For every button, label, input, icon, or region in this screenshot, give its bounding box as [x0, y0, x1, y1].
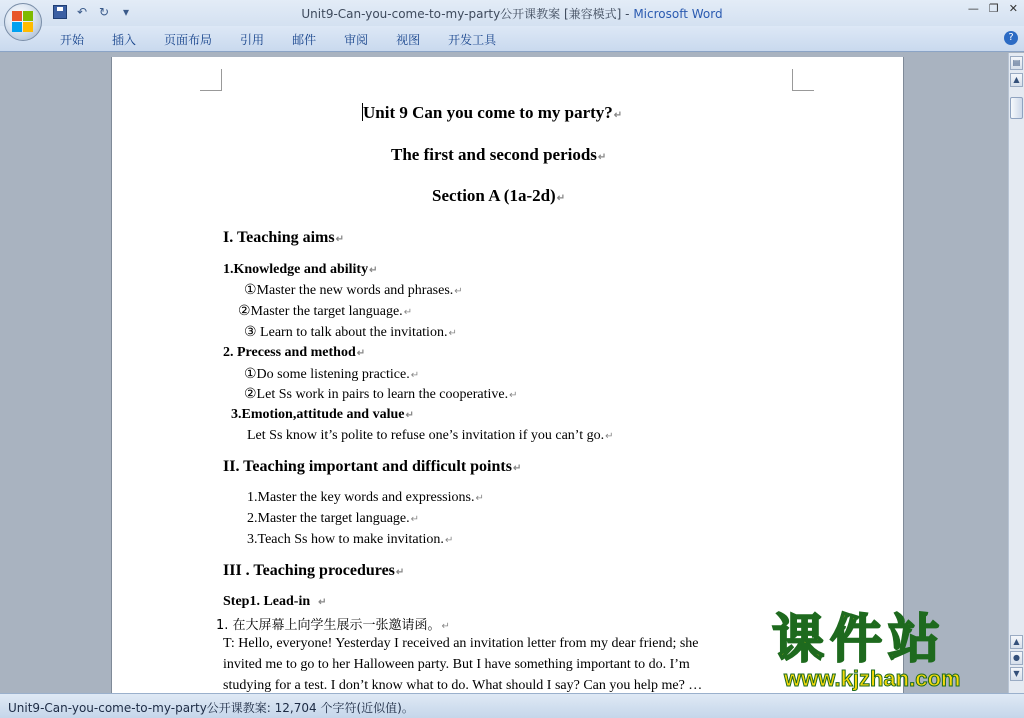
body-text: invited me to go to her Halloween party. But I have something important to do. I’m [223, 657, 690, 672]
ribbon-tabs [0, 26, 1024, 52]
ruler-toggle-icon[interactable]: ▤ [1010, 56, 1023, 70]
select-browse-object-icon[interactable]: ● [1010, 651, 1023, 665]
list-item: 1. 在大屏幕上向学生展示一张邀请函。↵ [216, 618, 450, 633]
document-title: Unit9-Can-you-come-to-my-party公开课教案 [兼容模式] - [301, 7, 634, 21]
undo-icon[interactable]: ↶ [76, 5, 88, 19]
body-text: studying for a test. I don’t know what to do. What should I say? Can you help me? … [223, 678, 703, 693]
document-page[interactable] [111, 57, 904, 693]
minimize-icon[interactable]: — [967, 2, 979, 15]
watermark-text: 课件站 [772, 610, 947, 670]
title-bar [0, 0, 1024, 26]
watermark-url: www.kjzhan.com [784, 666, 961, 691]
section-line: Section A (1a-2d)↵ [432, 186, 566, 205]
heading-knowledge: 1.Knowledge and ability↵ [223, 262, 378, 277]
restore-icon[interactable]: ❐ [988, 2, 999, 15]
tab-references[interactable]: 引用 [240, 33, 265, 47]
document-title-line: Unit 9 Can you come to my party?↵ [363, 103, 623, 122]
list-item: 3.Teach Ss how to make invitation.↵ [247, 532, 454, 547]
list-item: 2.Master the target language.↵ [247, 511, 420, 526]
qat-customize-icon[interactable]: ▾ [122, 5, 130, 19]
redo-icon[interactable]: ↻ [98, 5, 110, 19]
close-icon[interactable]: ✕ [1008, 2, 1018, 15]
window-controls [968, 2, 1018, 15]
heading-step1: Step1. Lead-in ↵ [223, 594, 327, 609]
status-bar [0, 693, 1024, 718]
heading-important-points: II. Teaching important and difficult points↵ [223, 458, 522, 475]
list-item: ①Master the new words and phrases.↵ [244, 283, 463, 298]
list-item: ②Master the target language.↵ [238, 304, 413, 319]
vertical-scrollbar[interactable] [1008, 53, 1024, 693]
tab-insert[interactable]: 插入 [112, 33, 137, 47]
watermark-logo [772, 612, 960, 690]
heading-teaching-aims: I. Teaching aims↵ [223, 229, 344, 246]
subtitle-line: The first and second periods↵ [391, 145, 607, 164]
previous-page-icon[interactable]: ▲ [1010, 635, 1023, 649]
office-logo-icon [12, 11, 34, 33]
tab-home[interactable]: 开始 [60, 33, 85, 47]
list-item: ①Do some listening practice.↵ [244, 367, 420, 382]
tab-developer[interactable]: 开发工具 [448, 33, 497, 47]
heading-process: 2. Precess and method↵ [223, 345, 366, 360]
body-text: T: Hello, everyone! Yesterday I received an invitation letter from my dear friend; she [223, 636, 699, 651]
document-workspace [0, 53, 1008, 693]
office-button[interactable] [4, 3, 42, 41]
help-icon[interactable]: ? [1004, 31, 1018, 45]
list-item: ②Let Ss work in pairs to learn the cooperative.↵ [244, 387, 518, 402]
heading-procedures: III . Teaching procedures↵ [223, 562, 405, 579]
body-text: Let Ss know it’s polite to refuse one’s invitation if you can’t go.↵ [247, 428, 614, 443]
tab-view[interactable]: 视图 [396, 33, 421, 47]
margin-corner-mark [200, 69, 222, 91]
list-item: ③ Learn to talk about the invitation.↵ [244, 325, 457, 340]
list-item: 1.Master the key words and expressions.↵ [247, 490, 484, 505]
scroll-up-icon[interactable]: ▲ [1010, 73, 1023, 87]
tab-page-layout[interactable]: 页面布局 [164, 33, 213, 47]
next-page-icon[interactable]: ▼ [1010, 667, 1023, 681]
heading-emotion: 3.Emotion,attitude and value↵ [231, 407, 414, 422]
window-title [0, 5, 1024, 22]
app-name: Microsoft Word [633, 7, 723, 21]
tab-mailings[interactable]: 邮件 [292, 33, 317, 47]
scroll-thumb[interactable] [1010, 97, 1023, 119]
margin-corner-mark [792, 69, 814, 91]
tab-review[interactable]: 审阅 [344, 33, 369, 47]
status-text: Unit9-Can-you-come-to-my-party公开课教案: 12,704 个字符(近似值)。 [8, 701, 414, 715]
